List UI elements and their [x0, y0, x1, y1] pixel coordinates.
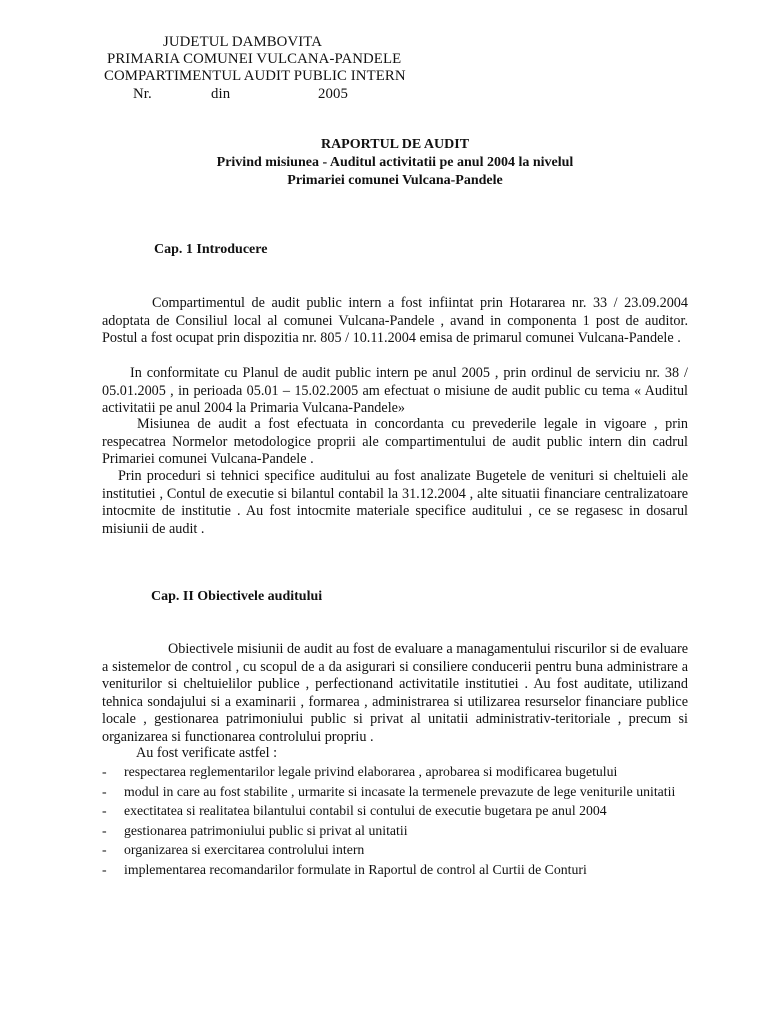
- list-dash: -: [102, 764, 107, 779]
- list-dash: -: [102, 842, 107, 858]
- verified-intro: Au fost verificate astfel :: [136, 745, 278, 761]
- report-title: RAPORTUL DE AUDIT: [320, 137, 470, 152]
- list-dash: -: [102, 861, 107, 877]
- chapter1-heading: Cap. 1 Introducere: [154, 242, 268, 257]
- report-subtitle-line2: Primariei comunei Vulcana-Pandele: [287, 173, 503, 188]
- report-subtitle-line1: Privind misiunea - Auditul activitatii pe anul 2004 la nivelul: [216, 155, 574, 170]
- header-county: JUDETUL DAMBOVITA: [163, 34, 323, 50]
- header-nr-label: Nr.: [133, 86, 152, 102]
- list-item-text: modul in care au fost stabilite , urmarite si incasate la termenele prevazute de lege veniturile unitatii: [124, 783, 676, 799]
- chapter1-paragraph-plan: In conformitate cu Planul de audit public intern pe anul 2005 , prin ordinul de serviciu nr. 38 / 05.01.2005 , in perioada 05.01 – 15.02.2005 am efectuat o misiune de audit public cu tema « Auditul activitatii pe anul 2004 la Primaria Vulcana-Pandele»: [102, 365, 688, 417]
- list-dash: -: [102, 783, 107, 799]
- chapter1-paragraph-establishment: Compartimentul de audit public intern a fost infiintat prin Hotararea nr. 33 / 23.09.2004 adoptata de Consiliul local al comunei Vulcana-Pandele , avand in componenta 1 post de auditor. Postul a fost ocupat prin dispozitia nr. 805 / 10.11.2004 emisa de primarul comunei Vulcana-Pandele .: [102, 295, 688, 347]
- header-institution: PRIMARIA COMUNEI VULCANA-PANDELE: [107, 51, 402, 67]
- list-dash: -: [102, 822, 107, 838]
- header-department: COMPARTIMENTUL AUDIT PUBLIC INTERN: [104, 68, 406, 84]
- list-item-text: gestionarea patrimoniului public si privat al unitatii: [124, 822, 408, 838]
- list-dash: -: [102, 803, 107, 819]
- chapter1-paragraph-procedures: Prin proceduri si tehnici specifice auditului au fost analizate Bugetele de venituri si cheltuieli ale institutiei , Contul de executie si bilantul contabil la 31.12.2004 , alte situatii financiare centralizatoare intocmite de institutie . Au fost intocmite materiale specifice auditului , ce se regasesc in dosarul misiunii de audit .: [102, 468, 688, 537]
- chapter2-heading: Cap. II Obiectivele auditului: [151, 589, 323, 604]
- list-item-text: implementarea recomandarilor formulate in Raportul de control al Curtii de Conturi: [124, 861, 587, 877]
- header-year: 2005: [318, 86, 348, 102]
- list-item: [102, 841, 692, 859]
- chapter2-paragraph-objectives: Obiectivele misiunii de audit au fost de evaluare a managamentului riscurilor si de evaluare a sistemelor de control , cu scopul de a da asigurari si consiliere conducerii pentru buna administrare a veniturilor si cheltuielilor publice , perfectionand activitatile institutiei . Au fost auditate, utilizand tehnica sondajului si a examinarii , formarea , administrarea si utilizarea resurselor financiare publice locale , gestionarea patrimoniului public si privat al unitatii administrativ-teritoriale , precum si organizarea si functionarea controlului propriu .: [102, 641, 688, 745]
- list-item-text: respectarea reglementarilor legale privind elaborarea , aprobarea si modificarea bugetului: [124, 764, 618, 779]
- chapter1-paragraph-mission: Misiunea de audit a fost efectuata in concordanta cu prevederile legale in vigoare , prin respecatrea Normelor metodologice proprii ale compartimentului de audit public intern din cadrul Primariei comunei Vulcana-Pandele .: [102, 416, 688, 468]
- list-item: [102, 861, 692, 879]
- list-item-text: exectitatea si realitatea bilantului contabil si contului de executie bugetara pe anul 2004: [124, 803, 607, 819]
- list-item: [102, 802, 692, 820]
- list-item: [102, 783, 692, 801]
- list-item: [102, 763, 692, 781]
- header-din-label: din: [211, 86, 231, 102]
- list-item-text: organizarea si exercitarea controlului intern: [124, 842, 365, 858]
- verified-items-list: [102, 763, 692, 881]
- list-item: [102, 822, 692, 840]
